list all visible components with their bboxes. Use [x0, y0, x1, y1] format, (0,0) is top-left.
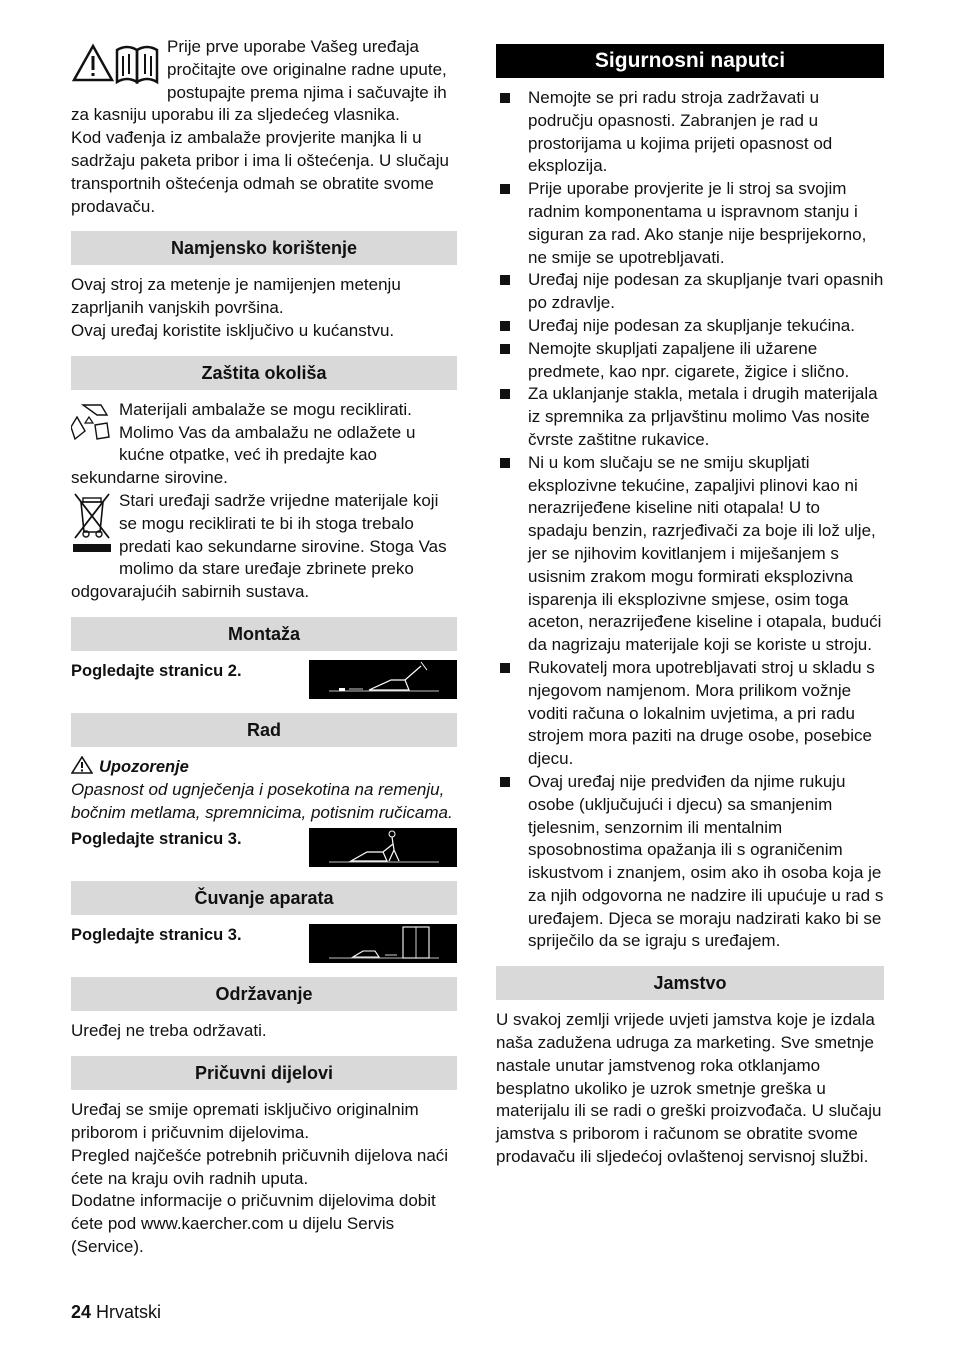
heading-odrzavanje: Održavanje — [71, 977, 457, 1011]
intro-paragraph-2: Kod vađenja iz ambalaže provjerite manjka li u sadržaju paketa pribor i ima li oštećenja. U slučaju transportnih oštećenja odmah se obratite svome prodavaču. — [71, 128, 449, 216]
pricuvni-paragraph-3: Dodatne informacije o pričuvnim dijelovima dobit ćete pod www.kaercher.com u dijelu Servis (Service). — [71, 1191, 436, 1256]
page-number: 24 — [71, 1302, 92, 1322]
heading-zastita: Zaštita okoliša — [71, 356, 457, 390]
intro-icons — [71, 40, 163, 90]
montaza-see-row — [71, 660, 457, 700]
warning-manual-icon — [71, 40, 163, 88]
intro-paragraph-1: Prije prve uporabe Vašeg uređaja pročitajte ove originalne radne upute, postupajte prema njima i sačuvajte ih za kasniju uporabu ili za sljedećeg vlasnika. — [71, 37, 447, 125]
namjensko-paragraph-1: Ovaj stroj za metenje je namijenjen metenju zaprljanih vanjskih površina. — [71, 275, 401, 318]
heading-cuvanje: Čuvanje aparata — [71, 881, 457, 915]
cuvanje-see-label: Pogledajte stranicu 3. — [71, 926, 242, 945]
list-item: Nemojte skupljati zapaljene ili užarene predmete, kao npr. cigarete, žigice i slično. — [496, 338, 884, 384]
heading-montaza: Montaža — [71, 617, 457, 651]
odrzavanje-paragraph: Uređej ne treba održavati. — [71, 1021, 267, 1041]
page-footer — [71, 1301, 161, 1324]
list-item: Uređaj nije podesan za skupljanje tvari opasnih po zdravlje. — [496, 269, 884, 315]
zastita-paragraph-1: Materijali ambalaže se mogu reciklirati. Molimo Vas da ambalažu ne odlažete u kućne otpatke, već ih predajte kao sekundarne sirovine. — [71, 399, 416, 488]
storage-illustration — [309, 924, 457, 963]
heading-pricuvni: Pričuvni dijelovi — [71, 1056, 457, 1090]
list-item: Ni u kom slučaju se ne smiju skupljati eksplozivne tekućine, zapaljivi plinovi kao ni nerazrijeđene kiseline niti otapala! U to spadaju benzin, razrjeđivači za boje ili lož ulje, jer se njihovim kovitlanjem i miješanjem s usisnim zrakom mogu formirati eksplozivna isparenja ili eksplozivne smjese, osim toga aceton, nerazrijeđene kiseline i otapala, budući da nagrizaju materijale koji se koriste u stroju. — [496, 452, 884, 657]
cuvanje-see-row — [71, 924, 457, 964]
assembly-illustration — [309, 660, 457, 699]
list-item: Prije uporabe provjerite je li stroj sa svojim radnim komponentama u ispravnom stanju i siguran za rad. Ako stanje nije besprijekorno, ne smije se upotrebljavati. — [496, 178, 884, 269]
list-item: Nemojte se pri radu stroja zadržavati u području opasnosti. Zabranjen je rad u prostorijama u kojima prijeti opasnost od eksplozija. — [496, 87, 884, 178]
operation-illustration — [309, 828, 457, 867]
recycle-icon — [71, 401, 113, 450]
footer-language: Hrvatski — [96, 1302, 162, 1322]
waste-bin-icon — [71, 492, 113, 561]
safety-list — [496, 87, 884, 953]
list-item: Uređaj nije podesan za skupljanje tekućina. — [496, 315, 884, 338]
pricuvni-paragraph-1: Uređaj se smije opremati isključivo originalnim priborom i pričuvnim dijelovima. — [71, 1100, 419, 1142]
heading-jamstvo: Jamstvo — [496, 966, 884, 1000]
pricuvni-paragraph-2: Pregled najčešće potrebnih pričuvnih dijelova naći ćete na kraju ovih radnih uputa. — [71, 1145, 449, 1188]
rad-see-label: Pogledajte stranicu 3. — [71, 830, 242, 849]
warning-title-row — [71, 756, 457, 779]
jamstvo-paragraph: U svakoj zemlji vrijede uvjeti jamstva koje je izdala naša zadužena udruga za marketing. Sve smetnje nastale unutar jamstvenog roka otklanjamo besplatno ukoliko je uzrok smetnje greška u materijalu ili se radi o greški proizvođača. U slučaju jamstva s priborom i računom se obratite svome prodavaču ili sljedećoj ovlaštenoj servisnoj službi. — [496, 1010, 882, 1167]
heading-sigurnosni: Sigurnosni naputci — [496, 44, 884, 78]
left-column — [71, 36, 457, 1259]
heading-namjensko: Namjensko korištenje — [71, 231, 457, 265]
rad-see-row — [71, 828, 457, 868]
zastita-paragraph-2: Stari uređaji sadrže vrijedne materijale koji se mogu reciklirati te bi ih stoga trebalo predati kao sekundarne sirovine. Stoga Vas molimo da stare uređaje zbrinete preko odgovarajućih sabirnih sustava. — [71, 490, 447, 602]
list-item: Za uklanjanje stakla, metala i drugih materijala iz spremnika za prljavštinu molimo Vas nosite čvrste zaštitne rukavice. — [496, 383, 884, 451]
warning-title: Upozorenje — [99, 757, 189, 776]
montaza-see-label: Pogledajte stranicu 2. — [71, 661, 242, 680]
warning-text: Opasnost od ugnječenja i posekotina na remenju, bočnim metlama, spremnicima, potisnim ručicama. — [71, 779, 453, 822]
namjensko-paragraph-2: Ovaj uređaj koristite isključivo u kućanstvu. — [71, 320, 395, 340]
right-column — [496, 36, 884, 1169]
heading-rad: Rad — [71, 713, 457, 747]
list-item: Ovaj uređaj nije predviđen da njime rukuju osobe (uključujući i djecu) sa smanjenim tjelesnim, senzornim ili mentalnim sposobnostima opažanja ili s ograničenim iskustvom i znanjem, osim ako ih osoba koja je za njih odgovorna ne nadzire ili upućuje u rad s uređajem. Djeca se moraju nadzirati kako bi se spriječilo da se igraju s uređajem. — [496, 771, 884, 953]
warning-icon — [71, 756, 93, 774]
list-item: Rukovatelj mora upotrebljavati stroj u skladu s njegovom namjenom. Mora prilikom vožnje voditi računa o lokalnim uvjetima, a pri radu strojem mora paziti na druge osobe, posebice djecu. — [496, 657, 884, 771]
